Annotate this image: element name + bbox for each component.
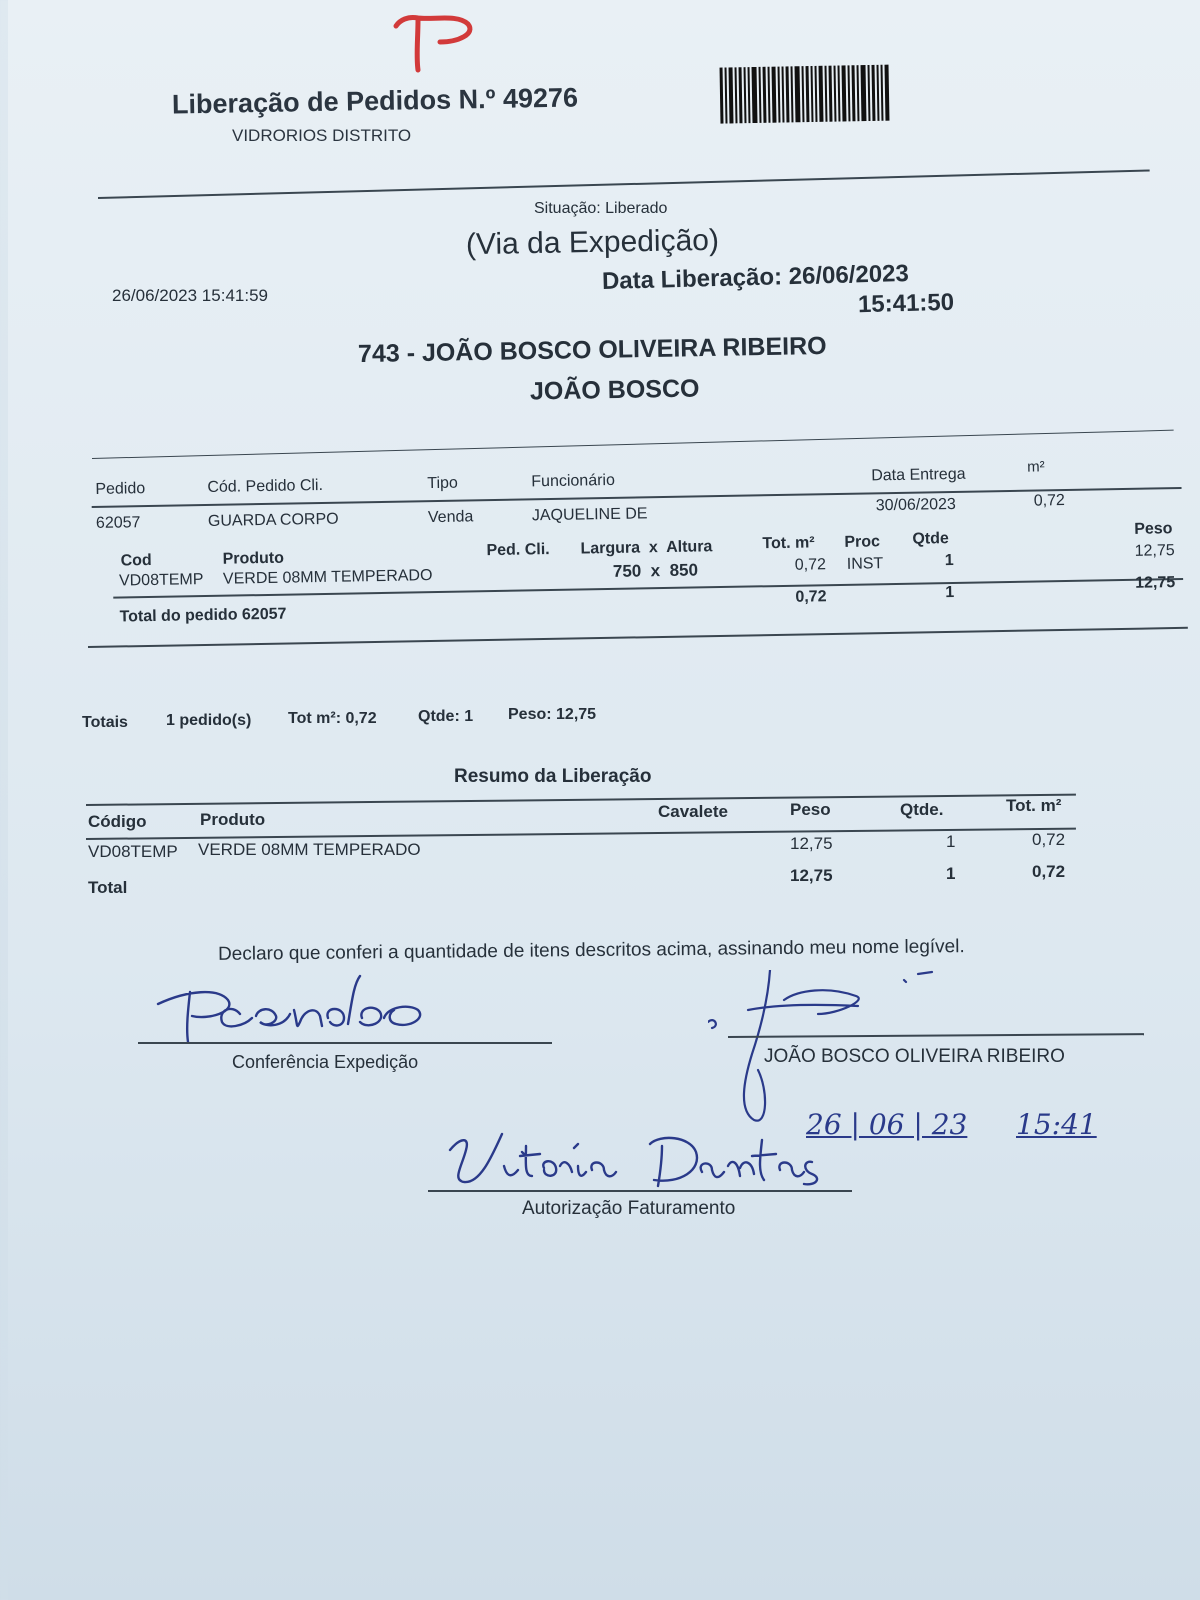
resumo-header-tot-m2: Tot. m² (1006, 796, 1062, 815)
order-total-qtde: 1 (945, 583, 955, 602)
item-header-produto: Produto (222, 549, 285, 568)
resumo-row-produto: VERDE 08MM TEMPERADO (198, 840, 421, 859)
resumo-total-label: Total (88, 878, 128, 897)
resumo-row-codigo: VD08TEMP (88, 842, 178, 861)
item-cod: VD08TEMP (118, 571, 204, 590)
row-data-entrega: 30/06/2023 (875, 495, 957, 515)
conferencia-label: Conferência Expedição (232, 1052, 419, 1072)
row-tipo: Venda (427, 508, 474, 527)
row-m2: 0,72 (1033, 492, 1066, 510)
item-header-tot-m2: Tot. m² (762, 534, 815, 553)
header-tipo: Tipo (427, 474, 459, 493)
header-m2: m² (1026, 458, 1045, 476)
resumo-header-cavalete: Cavalete (658, 802, 728, 821)
client-signature-label: JOÃO BOSCO OLIVEIRA RIBEIRO (764, 1046, 1065, 1067)
row-pedido: 62057 (95, 514, 141, 532)
item-header-cod: Cod (120, 551, 152, 570)
order-total-label: Total do pedido 62057 (119, 605, 287, 626)
order-total-m2: 0,72 (795, 588, 827, 606)
resumo-row-tot-m2: 0,72 (1032, 830, 1066, 849)
data-liberacao-time: 15:41:50 (857, 288, 955, 319)
totals-peso: Peso: 12,75 (508, 706, 597, 723)
resumo-header-qtde: Qtde. (900, 800, 944, 819)
resumo-total-tot-m2: 0,72 (1032, 862, 1066, 881)
row-funcionario: JAQUELINE DE (531, 505, 648, 525)
resumo-header-peso: Peso (790, 800, 831, 819)
resumo-title: Resumo da Liberação (454, 766, 652, 787)
resumo-row-qtde: 1 (946, 832, 956, 851)
item-tot-m2: 0,72 (794, 556, 827, 574)
totals-pedidos: 1 pedido(s) (166, 712, 252, 729)
printed-datetime: 26/06/2023 15:41:59 (112, 286, 268, 305)
client-full-name: 743 - JOÃO BOSCO OLIVEIRA RIBEIRO (357, 331, 827, 369)
conferencia-signature (148, 970, 448, 1050)
totals-qtde: Qtde: 1 (418, 708, 474, 725)
totals-label: Totais (82, 714, 128, 731)
resumo-total-peso: 12,75 (790, 866, 833, 885)
header-pedido: Pedido (95, 480, 146, 498)
item-header-peso: Peso (1134, 520, 1173, 538)
status-situacao: Situação: Liberado (534, 200, 668, 217)
declaration-text: Declaro que conferi a quantidade de itens descritos acima, assinando meu nome legível. (217, 936, 965, 965)
header-cod-pedido-cli: Cód. Pedido Cli. (207, 476, 324, 496)
resumo-row-peso: 12,75 (790, 834, 833, 853)
client-short-name: JOÃO BOSCO (529, 374, 700, 406)
autorizacao-signature (440, 1126, 840, 1196)
order-table (0, 0, 1200, 710)
resumo-header-codigo: Código (88, 812, 147, 831)
item-produto: VERDE 08MM TEMPERADO (222, 567, 433, 588)
autorizacao-signature-line (428, 1190, 852, 1192)
item-header-largura-altura: Largura x Altura (580, 538, 713, 558)
order-total-peso: 12,75 (1135, 574, 1176, 592)
item-header-qtde: Qtde (912, 530, 949, 548)
header-data-entrega: Data Entrega (871, 465, 966, 485)
item-qtde: 1 (944, 551, 954, 570)
handwritten-date: 26 | 06 | 23 (806, 1108, 968, 1141)
item-peso: 12,75 (1134, 542, 1175, 560)
autorizacao-label: Autorização Faturamento (522, 1198, 736, 1219)
document-title: Liberação de Pedidos N.º 49276 (171, 82, 579, 120)
handwritten-time: 15:41 (1016, 1108, 1097, 1141)
conferencia-signature-line (138, 1042, 552, 1044)
item-dimensions: 750 x 850 (612, 560, 699, 581)
row-cod-pedido-cli: GUARDA CORPO (207, 510, 339, 530)
totals-tot-m2: Tot m²: 0,72 (288, 710, 377, 727)
header-funcionario: Funcionário (531, 471, 616, 491)
resumo-total-qtde: 1 (946, 864, 956, 883)
item-proc: INST (846, 555, 884, 573)
item-header-proc: Proc (844, 533, 881, 551)
document-page (8, 0, 1200, 1600)
company-name: VIDRORIOS DISTRITO (232, 126, 412, 145)
resumo-header-produto: Produto (200, 810, 266, 829)
item-header-ped-cli: Ped. Cli. (486, 541, 550, 560)
data-liberacao: Data Liberação: 26/06/2023 (601, 259, 910, 296)
via-label: (Via da Expedição) (465, 223, 720, 262)
